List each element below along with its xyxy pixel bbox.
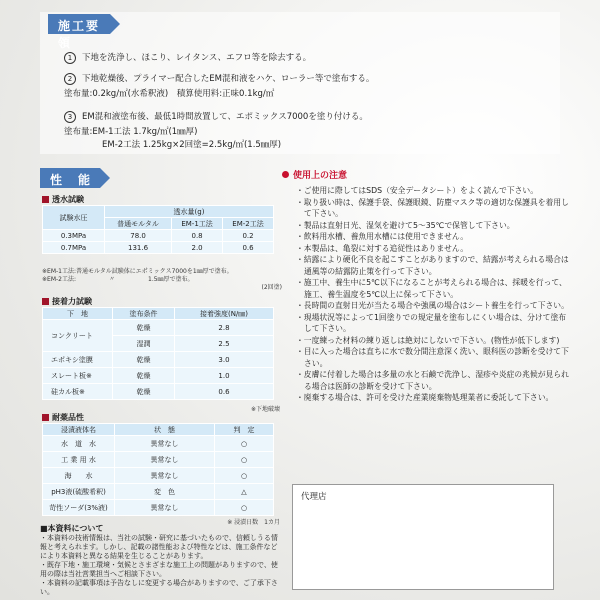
caution-list <box>282 185 572 404</box>
table-row: 0.3MPa 78.0 0.8 0.2 <box>43 230 274 242</box>
list-item: ・廃棄する場合は、許可を受けた産業廃棄物処理業者に委託して下さい。 <box>296 393 554 402</box>
document-note: ■本資料について ・本資料の技術情報は、当社の試験・研究に基づいたもので、信頼しうる情報と考えられます。しかし、記載の諸性能および特性などは、施工条件などにより本資料と異なる結果を生じることがあります。 ・既存下地・施工環境・気候とさまざまな施工上の問題がありますので、使用の際は当社営業担当へご相談下さい。 ・本資料の記載事項は予告なしに変更する場合がありますので、ご了承下さい。 <box>40 524 280 597</box>
square-bullet-icon <box>42 298 49 305</box>
step-text: EM混和液塗布後、最低1時間放置して、エポミックス7000を塗り付ける。 <box>82 112 368 122</box>
list-item: ・結露により硬化不良を起こすことがありますので、結露が考えられる場合は通風等の結露防止策を行って下さい。 <box>296 255 569 276</box>
step-number: 2 <box>64 73 76 85</box>
water-test-table <box>42 205 274 254</box>
table-row: スレート板※ 乾燥 1.0 <box>43 368 274 384</box>
resistance-note: ※ 浸漬日数 1カ月 <box>227 519 280 526</box>
construction-steps <box>64 52 544 152</box>
step-detail: 塗布量:EM-1工法 1.7kg/㎡(1㎜厚) <box>64 127 198 137</box>
table-row: コンクリート 乾燥 2.8 <box>43 320 274 336</box>
list-item: ・一度練った材料の練り返しは絶対にしないで下さい。(物性が低下します) <box>296 335 560 345</box>
caution-title: 使用上の注意 <box>282 168 572 181</box>
chemical-resistance-table: 浸漬液体名 状 態 判 定 水 道 水 異常なし ○ 工 業 用 水 異常なし ○ 海 水 異常なし ○ pH3液(硫酸希釈) 変 色 △ 苛性ソーダ(3%液) 異常なし ○ <box>42 423 274 516</box>
square-bullet-icon <box>42 196 49 203</box>
circle-bullet-icon <box>282 171 289 178</box>
list-item: ・本製品は、亀裂に対する追従性はありません。 <box>296 243 468 253</box>
list-item: ・飲料用水槽、養魚用水槽には使用できません。 <box>296 232 468 241</box>
table-row: 海 水 異常なし ○ <box>43 468 274 484</box>
table-row: 0.7MPa 131.6 2.0 0.6 <box>43 242 274 254</box>
step-detail-2: EM-2工法 1.25kg×2回塗=2.5kg/㎡(1.5㎜厚) <box>102 140 282 150</box>
col-em1: EM-1工法 <box>172 218 223 230</box>
list-item: ・長時間の直射日光が当たる場合や強風の場合はシート養生を行って下さい。 <box>296 301 569 310</box>
table-row: 湿潤 2.5 <box>43 336 274 352</box>
adhesion-test-table: 下 地 塗布条件 接着強度(N/㎜) コンクリート 乾燥 2.8 湿潤 2.5 エポキシ塗膜 乾燥 3.0 スレート板※ 乾燥 1.0 硅カル板※ 乾燥 0.6 <box>42 307 274 400</box>
dealer-label: 代理店 <box>301 492 327 502</box>
water-test-title: 透水試験 <box>42 194 84 205</box>
col-em2: EM-2工法 <box>223 218 274 230</box>
table-row: 苛性ソーダ(3%液) 異常なし ○ <box>43 500 274 516</box>
table-row: 水 道 水 異常なし ○ <box>43 436 274 452</box>
step-2 <box>64 73 544 101</box>
col-amount: 透水量(g) <box>105 206 274 218</box>
table-row: pH3液(硫酸希釈) 変 色 △ <box>43 484 274 500</box>
caution-section <box>282 168 572 404</box>
construction-header: 施工要領 <box>48 14 110 34</box>
performance-header: 性 能 <box>40 168 100 188</box>
water-test-notes: ※EM-1工法:普通モルタル試験体にエポミックス7000を1㎜厚で塗布。 ※EM-2工法: 〃 1.5㎜厚で塗布。 (2回塗) <box>42 268 282 291</box>
adhesion-test-title: 接着力試験 <box>42 296 92 307</box>
table-row: 工 業 用 水 異常なし ○ <box>43 452 274 468</box>
step-number: 1 <box>64 52 76 64</box>
list-item: ・ご使用に際してはSDS（安全データシート）をよく読んで下さい。 <box>296 186 539 195</box>
step-text: 下地乾燥後、プライマー配合したEM混和液をハケ、ローラー等で塗布する。 <box>82 74 375 84</box>
chemical-resistance-title: 耐薬品性 <box>42 412 84 423</box>
list-item: ・目に入った場合は直ちに水で数分間注意深く洗い、眼科医の診断を受けて下さい。 <box>296 347 569 368</box>
step-1 <box>64 52 544 65</box>
list-item: ・皮膚に付着した場合は多量の水と石鹸で洗浄し、湿疹や炎症の兆候が見られる場合は医師の診断を受けて下さい。 <box>296 370 569 391</box>
step-text: 下地を洗浄し、ほこり、レイタンス、エフロ等を除去する。 <box>82 53 312 63</box>
step-detail: 塗布量:0.2kg/㎡(水希釈液) 積算使用料:正味0.1kg/㎡ <box>64 89 275 99</box>
step-3 <box>64 111 544 152</box>
col-mortar: 普通モルタル <box>105 218 172 230</box>
document-note-title: ■本資料について <box>40 524 104 533</box>
square-bullet-icon <box>42 414 49 421</box>
list-item: ・現場状況等によって1回塗りでの規定量を塗布しにくい場合は、分けて塗布して下さい。 <box>296 312 567 333</box>
step-number: 3 <box>64 111 76 123</box>
list-item: ・取り扱い時は、保護手袋、保護眼鏡、防塵マスク等の適切な保護具を着用して下さい。 <box>296 197 569 218</box>
list-item: ・施工中、養生中に5℃以下になることが考えられる場合は、採暖を行って、施工、養生温度を5℃以上に保って下さい。 <box>296 278 567 299</box>
col-pressure: 試験水圧 <box>43 206 105 230</box>
adhesion-note: ※下地破壊 <box>250 406 280 413</box>
table-row: エポキシ塗膜 乾燥 3.0 <box>43 352 274 368</box>
table-row: 硅カル板※ 乾燥 0.6 <box>43 384 274 400</box>
dealer-box <box>292 484 554 590</box>
list-item: ・製品は直射日光、湿気を避けて5～35℃で保管して下さい。 <box>296 220 515 230</box>
